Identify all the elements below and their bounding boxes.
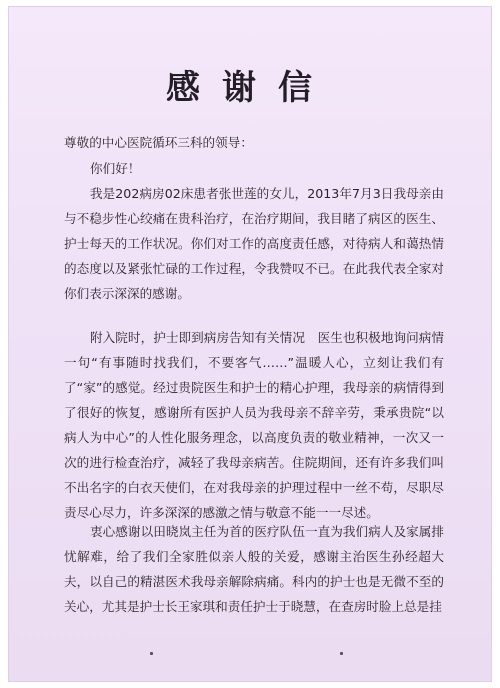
greeting: 你们好！ — [90, 161, 141, 176]
scan-mark-right — [340, 652, 343, 655]
paragraph-1: 我是202病房02床患者张世莲的女儿，2013年7月3日我母亲由与不稳步性心绞痛在贵科治疗，在治疗期间，我目睹了病区的医生、护士每天的工作状况。你们对工作的高度责任感，对待病人和蔼热情的态度以及紧张忙碌的工作过程，令我赞叹不已。在此我代表全家对你们表示深深的感谢。 — [64, 186, 444, 301]
letter-title: 感谢信 — [166, 68, 334, 108]
paragraph-2: 附入院时，护士即到病房告知有关情况 医生也积极地询问病情一句“有事随时找我们，不要客气……”温暖人心，立刻让我们有了“家”的感觉。经过贵院医生和护士的精心护理，我母亲的病情得到了很好的恢复，感谢所有医护人员为我母亲不辞辛劳，秉承贵院“以病人为中心”的人性化服务理念，以高度负责的敬业精神，一次又一次的进行检查治疗，减轻了我母亲病苦。住院期间，还有许多我们叫不出名字的白衣天使们，在对我母亲的护理过程中一丝不苟，尽职尽责尽心尽力，许多深深的感激之情与敬意不能一一尽述。 — [64, 330, 444, 520]
salutation: 尊敬的中心医院循环三科的领导： — [64, 135, 253, 150]
scan-mark-left — [150, 652, 153, 655]
paragraph-3: 衷心感谢以田晓岚主任为首的医疗队伍一直为我们病人及家属排忧解难，给了我们全家胜似亲人般的关爱，感谢主治医生孙经超大夫，以自己的精湛医术我母亲解除病痛。科内的护士也是无微不至的关心，尤其是护士长王家琪和责任护士于晓慧，在查房时脸上总是挂 — [64, 524, 444, 614]
